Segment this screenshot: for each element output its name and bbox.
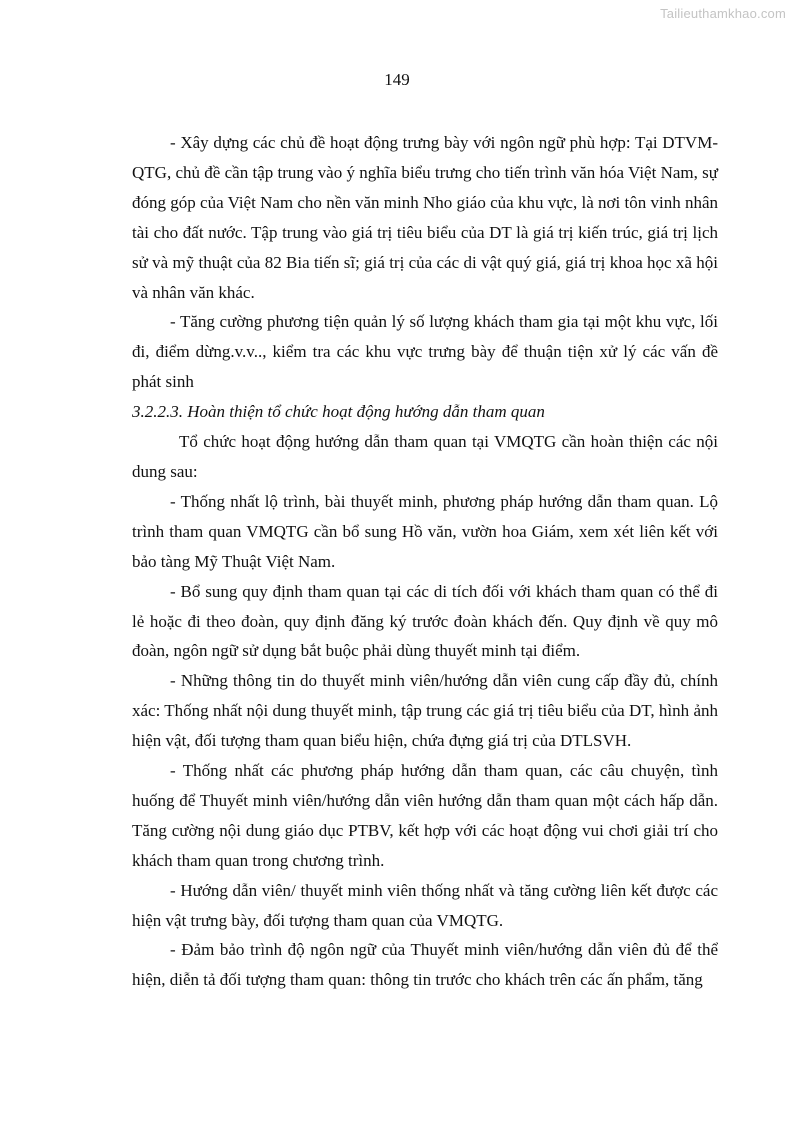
page-number: 149 bbox=[384, 70, 410, 89]
paragraph-route: - Thống nhất lộ trình, bài thuyết minh, phương pháp hướng dẫn tham quan. Lộ trình tham quan VMQTG cần bổ sung Hồ văn, vườn hoa Giám, xem xét liên kết với bảo tàng Mỹ Thuật Việt Nam. bbox=[132, 491, 718, 571]
watermark-text: Tailieuthamkhao.com bbox=[660, 6, 786, 21]
section-heading: 3.2.2.3. Hoàn thiện tổ chức hoạt động hướng dẫn tham quan bbox=[132, 402, 545, 422]
paragraph-guides-linking: - Hướng dẫn viên/ thuyết minh viên thống nhất và tăng cường liên kết được các hiện vật trưng bày, đối tượng tham quan của VMQTG. bbox=[132, 880, 718, 930]
paragraph-display-themes: - Xây dựng các chủ đề hoạt động trưng bày với ngôn ngữ phù hợp: Tại DTVM-QTG, chủ đề cần tập trung vào ý nghĩa biểu trưng cho tiến trình văn hóa Việt Nam, sự đóng góp của Việt Nam cho nền văn minh Nho giáo của khu vực, là nơi tôn vinh nhân tài cho đất nước. Tập trung vào giá trị tiêu biểu của DT là giá trị kiến trúc, giá trị lịch sử và mỹ thuật của 82 Bia tiến sĩ; giá trị của các di vật quý giá, giá trị khoa học xã hội và nhân văn khác. bbox=[132, 133, 718, 302]
paragraph-intro: Tổ chức hoạt động hướng dẫn tham quan tại VMQTG cần hoàn thiện các nội dung sau: bbox=[132, 432, 718, 481]
paragraph-visitor-management: - Tăng cường phương tiện quản lý số lượng khách tham gia tại một khu vực, lối đi, điểm dừng.v.v.., kiểm tra các khu vực trưng bày để thuận tiện xử lý các vấn đề phát sinh bbox=[132, 312, 718, 392]
paragraph-regulations: - Bổ sung quy định tham quan tại các di tích đối với khách tham quan có thể đi lẻ hoặc đi theo đoàn, quy định đăng ký trước đoàn khách đến. Quy định về quy mô đoàn, ngôn ngữ sử dụng bắt buộc phải dùng thuyết minh tại điểm. bbox=[132, 581, 718, 661]
paragraph-methods: - Thống nhất các phương pháp hướng dẫn tham quan, các câu chuyện, tình huống để Thuyết minh viên/hướng dẫn viên hướng dẫn tham quan một cách hấp dẫn. Tăng cường nội dung giáo dục PTBV, kết hợp với các hoạt động vui chơi giải trí cho khách tham quan trong chương trình. bbox=[132, 761, 718, 870]
paragraph-language-level: - Đảm bảo trình độ ngôn ngữ của Thuyết minh viên/hướng dẫn viên đủ để thể hiện, diễn tả đối tượng tham quan: thông tin trước cho khách trên các ấn phẩm, tăng bbox=[132, 940, 718, 990]
paragraph-information: - Những thông tin do thuyết minh viên/hướng dẫn viên cung cấp đầy đủ, chính xác: Thống nhất nội dung thuyết minh, tập trung các giá trị tiêu biểu của DT, hình ảnh hiện vật, đối tượng tham quan biểu hiện, chứa đựng giá trị của DTLSVH. bbox=[132, 671, 718, 751]
document-body bbox=[132, 128, 718, 995]
